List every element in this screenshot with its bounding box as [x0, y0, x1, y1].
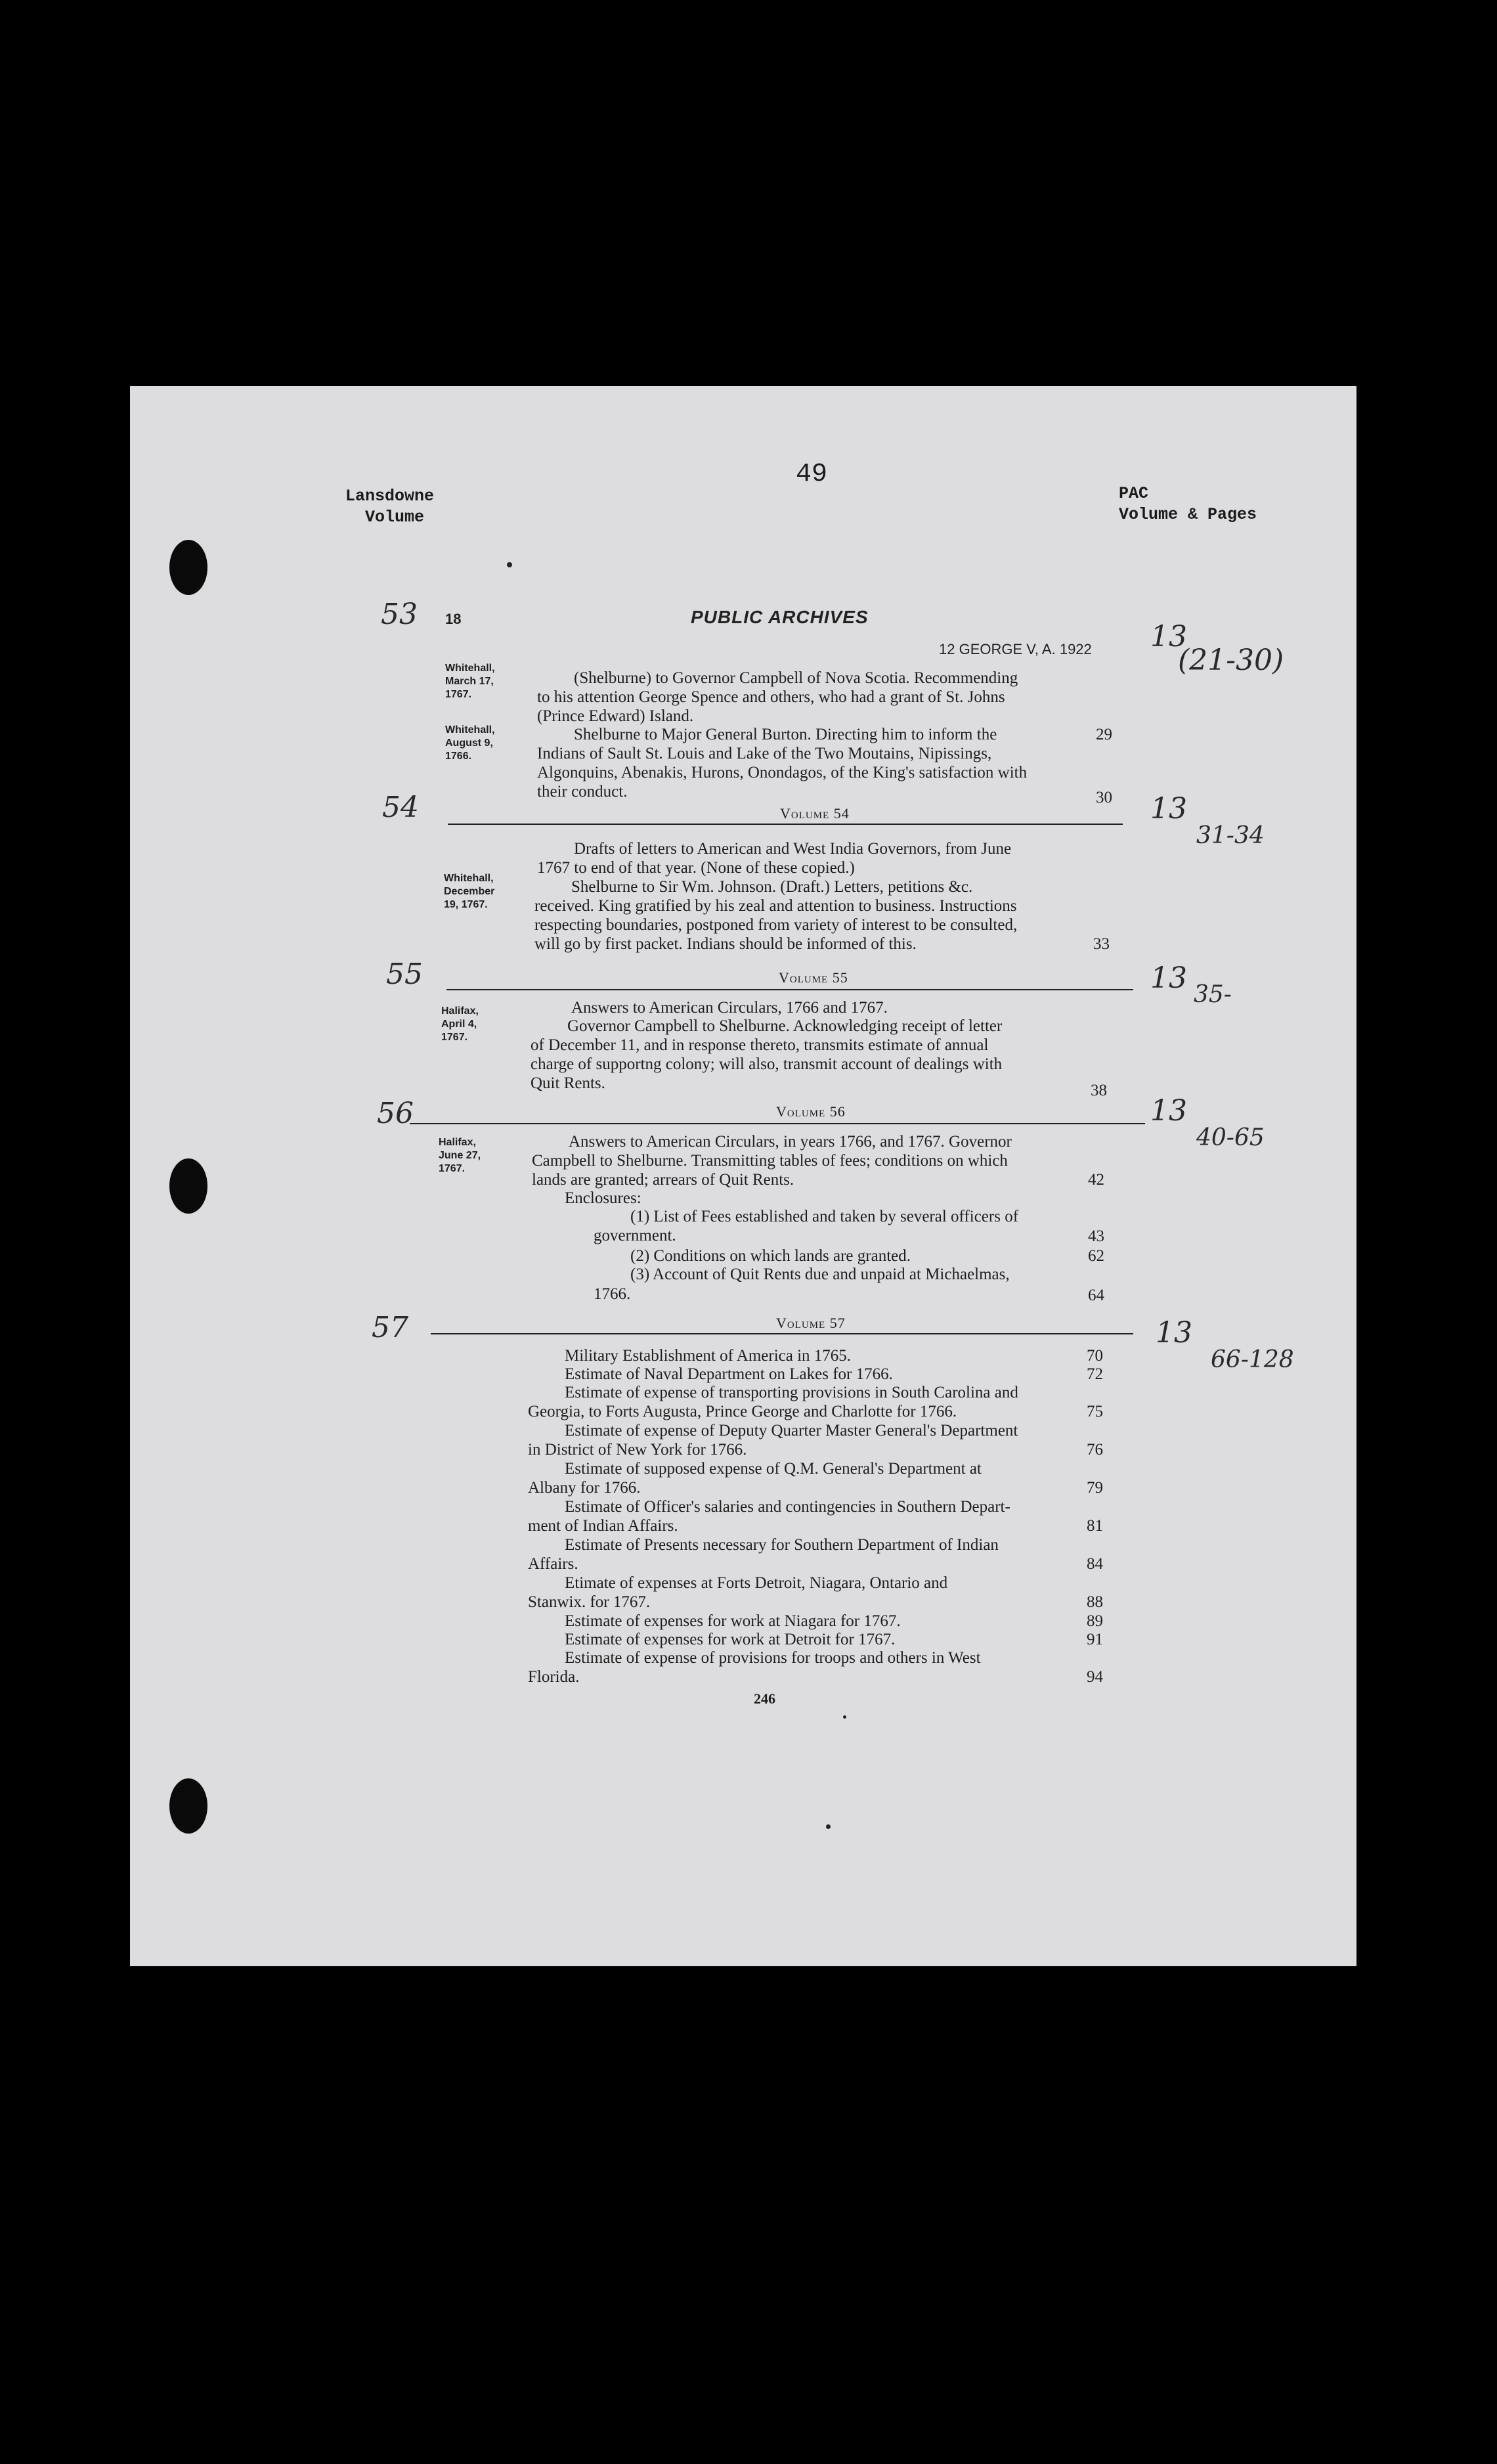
- volume-heading: Volume 56: [776, 1103, 846, 1120]
- page-ref: 75: [1087, 1403, 1103, 1420]
- entry-date: Halifax, April 4, 1767.: [441, 1005, 479, 1043]
- page-ref: 81: [1087, 1517, 1103, 1535]
- list-item: Estimate of Presents necessary for Southern Department of Indian Affairs. 84: [528, 1536, 1103, 1573]
- margin-volume-number: 54: [382, 791, 419, 824]
- margin-pac-pages: (21-30): [1178, 644, 1284, 677]
- handwritten-page-number: 49: [796, 460, 828, 489]
- page-ref: 30: [1096, 789, 1112, 806]
- margin-pac-volume: 13: [1150, 792, 1187, 825]
- session-line: 12 GEORGE V, A. 1922: [939, 641, 1092, 657]
- list-item: Estimate of expenses for work at Niagara for 1767. 89: [565, 1612, 1103, 1630]
- margin-pac-volume: 13: [1150, 961, 1187, 995]
- page-ref: 43: [1088, 1227, 1104, 1245]
- entry-text: Answers to American Circulars, 1766 and 1767.: [571, 999, 888, 1017]
- entry-text: (Shelburne) to Governor Campbell of Nova Scotia. Recommending to his attention George Spence and others, who had a grant of St. Johns (Prince Edward) Island. 29: [537, 669, 1112, 743]
- list-item: Estimate of supposed expense of Q.M. General's Department at Albany for 1766. 79: [528, 1460, 1103, 1497]
- page-ref: 42: [1088, 1171, 1104, 1189]
- list-item: Estimate of Naval Department on Lakes for 1766. 72: [565, 1365, 1103, 1383]
- entry-date: Whitehall, March 17, 1767.: [445, 663, 495, 700]
- page-ref: 70: [1087, 1347, 1103, 1365]
- section-rule: [448, 824, 1123, 825]
- enclosure-item: (2) Conditions on which lands are granted. 62: [630, 1247, 1104, 1265]
- list-item: Estimate of expense of Deputy Quarter Master General's Department in District of New York for 1766. 76: [528, 1422, 1103, 1459]
- page-ref: 89: [1087, 1612, 1103, 1630]
- list-item: Estimate of expense of transporting provisions in South Carolina and Georgia, to Forts Augusta, Prince George and Charlotte for 1766. 75: [528, 1384, 1103, 1420]
- binder-hole: [169, 1158, 207, 1214]
- right-stamp: PAC Volume & Pages: [1119, 484, 1257, 524]
- ink-mark: [507, 562, 512, 567]
- enclosure-item: (3) Account of Quit Rents due and unpaid at Michaelmas, 1766. 64: [594, 1265, 1104, 1304]
- list-item: Estimate of Officer's salaries and contingencies in Southern Depart- ment of Indian Affairs. 81: [528, 1498, 1103, 1535]
- margin-pac-pages: 35-: [1194, 981, 1232, 1008]
- volume-heading: Volume 55: [779, 969, 848, 986]
- entry-date: Whitehall, December 19, 1767.: [444, 873, 495, 910]
- page-ref: 84: [1087, 1555, 1103, 1573]
- page-ref: 94: [1087, 1668, 1103, 1686]
- enclosures-label: Enclosures:: [565, 1189, 641, 1207]
- enclosure-item: (1) List of Fees established and taken by several officers of government. 43: [594, 1208, 1104, 1245]
- entry-date: Halifax, June 27, 1767.: [439, 1137, 481, 1174]
- section-rule: [446, 989, 1133, 990]
- list-item: Etimate of expenses at Forts Detroit, Niagara, Ontario and Stanwix. for 1767. 88: [528, 1574, 1103, 1611]
- binder-hole: [169, 540, 207, 595]
- entry-text: Answers to American Circulars, in years 1766, and 1767. Governor Campbell to Shelburne. Transmitting tables of fees; conditions on which lands are granted; arrears of Quit Rents. 42: [532, 1133, 1104, 1189]
- margin-volume-number: 53: [381, 598, 418, 631]
- page-ref: 91: [1087, 1631, 1103, 1648]
- entry-text: Drafts of letters to American and West India Governors, from June 1767 to end of that year. (None of these copied.): [537, 840, 1012, 877]
- margin-volume-number: 56: [377, 1097, 414, 1130]
- margin-volume-number: 57: [372, 1311, 408, 1344]
- page-ref: 64: [1088, 1287, 1104, 1304]
- page-ref: 29: [1096, 726, 1112, 743]
- entry-text: Governor Campbell to Shelburne. Acknowledging receipt of letter of December 11, and in response thereto, transmits estimate of annual charge of supportng colony; will also, transmit account of dealings with Quit Rents. 38: [531, 1017, 1107, 1099]
- running-page-number: 18: [445, 611, 462, 627]
- margin-volume-number: 55: [386, 957, 423, 991]
- page-ref: 72: [1087, 1365, 1103, 1383]
- page-ref: 62: [1088, 1247, 1104, 1265]
- ink-speck: [826, 1824, 831, 1829]
- page-ref: 76: [1087, 1441, 1103, 1459]
- volume-heading: Volume 54: [780, 805, 850, 822]
- margin-pac-volume: 13: [1156, 1316, 1192, 1350]
- margin-pac-volume: 13: [1150, 1094, 1187, 1128]
- page-ref: 88: [1087, 1593, 1103, 1611]
- list-item: Estimate of expense of provisions for troops and others in West Florida. 94: [528, 1649, 1103, 1686]
- binder-hole: [169, 1778, 207, 1834]
- list-item: Estimate of expenses for work at Detroit for 1767. 91: [565, 1631, 1103, 1648]
- volume-heading: Volume 57: [776, 1315, 846, 1331]
- page-ref: 38: [1091, 1082, 1107, 1099]
- footer-page-number: 246: [754, 1690, 775, 1707]
- left-stamp: Lansdowne Volume: [345, 487, 435, 527]
- section-rule: [410, 1123, 1145, 1124]
- page-ref: 79: [1087, 1479, 1103, 1497]
- page-ref: 33: [1093, 935, 1110, 953]
- ink-speck: [843, 1715, 846, 1719]
- margin-pac-pages: 40-65: [1196, 1124, 1265, 1151]
- entry-text: Shelburne to Major General Burton. Directing him to inform the Indians of Sault St. Louis and Lake of the Two Moutains, Nipissings, Algonquins, Abenakis, Hurons, Onondagos, of the King's satisfaction with their conduct. 30: [537, 726, 1112, 806]
- entry-date: Whitehall, August 9, 1766.: [445, 724, 495, 762]
- running-title: PUBLIC ARCHIVES: [691, 607, 869, 627]
- margin-pac-volume: 13: [1150, 620, 1187, 653]
- margin-pac-pages: 66-128: [1211, 1346, 1294, 1373]
- entry-text: Shelburne to Sir Wm. Johnson. (Draft.) Letters, petitions &c. received. King gratified by his zeal and attention to business. Instructions respecting boundaries, postponed from variety of interest to be consulted, will go by first packet. Indians should be informed of this. 33: [534, 878, 1110, 953]
- list-item: Military Establishment of America in 1765. 70: [565, 1347, 1103, 1365]
- margin-pac-pages: 31-34: [1196, 822, 1265, 849]
- section-rule: [431, 1333, 1133, 1334]
